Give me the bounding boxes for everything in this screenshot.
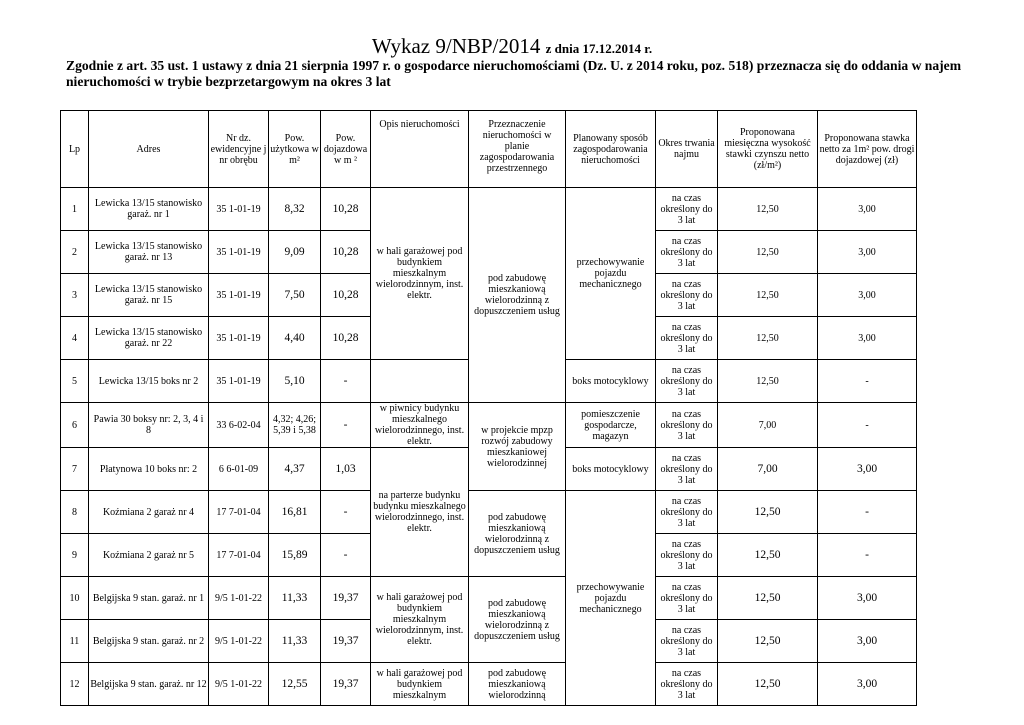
- table-row: [61, 663, 917, 706]
- cell-przeznaczenie: pod zabudowę mieszkaniową wielorodzinną z dopuszczeniem usług: [469, 188, 566, 403]
- cell-okres: na czas określony do 3 lat: [656, 663, 718, 706]
- cell-przeznaczenie: pod zabudowę mieszkaniową wielorodzinną: [469, 663, 566, 706]
- cell-pow-uz: 5,10: [269, 360, 321, 403]
- cell-adres: Lewicka 13/15 stanowisko garaż. nr 22: [89, 317, 209, 360]
- cell-pow-uz: 7,50: [269, 274, 321, 317]
- cell-stawka-doj: 3,00: [818, 620, 917, 663]
- cell-lp: 11: [61, 620, 89, 663]
- cell-pow-doj: -: [321, 491, 371, 534]
- cell-pow-doj: 1,03: [321, 448, 371, 491]
- cell-adres: Lewicka 13/15 stanowisko garaż. nr 1: [89, 188, 209, 231]
- cell-adres: Płatynowa 10 boks nr: 2: [89, 448, 209, 491]
- cell-stawka: 12,50: [718, 317, 818, 360]
- cell-okres: na czas określony do 3 lat: [656, 274, 718, 317]
- intro-text: Zgodnie z art. 35 ust. 1 ustawy z dnia 21 sierpnia 1997 r. o gospodarce nieruchomościami (Dz. U. z 2014 roku, poz. 518) przeznacza się do oddania w najem nieruchomości w trybie bezprzetargowym na okres 3 lat: [66, 58, 962, 89]
- cell-adres: Belgijska 9 stan. garaż. nr 1: [89, 577, 209, 620]
- cell-okres: na czas określony do 3 lat: [656, 620, 718, 663]
- table-header-row: [61, 111, 917, 188]
- cell-planowany: przechowywanie pojazdu mechanicznego: [566, 188, 656, 360]
- cell-okres: na czas określony do 3 lat: [656, 403, 718, 448]
- cell-nr: 35 1-01-19: [209, 360, 269, 403]
- cell-planowany: boks motocyklowy: [566, 360, 656, 403]
- cell-adres: Pawia 30 boksy nr: 2, 3, 4 i 8: [89, 403, 209, 448]
- cell-lp: 7: [61, 448, 89, 491]
- cell-stawka: 12,50: [718, 360, 818, 403]
- cell-adres: Belgijska 9 stan. garaż. nr 2: [89, 620, 209, 663]
- table-row: [61, 577, 917, 620]
- cell-stawka-doj: -: [818, 534, 917, 577]
- title-date: z dnia 17.12.2014 r.: [545, 41, 653, 56]
- cell-przeznaczenie: pod zabudowę mieszkaniową wielorodzinną z dopuszczeniem usług: [469, 491, 566, 577]
- cell-okres: na czas określony do 3 lat: [656, 188, 718, 231]
- cell-nr: 33 6-02-04: [209, 403, 269, 448]
- cell-pow-doj: 10,28: [321, 231, 371, 274]
- cell-pow-uz: 4,40: [269, 317, 321, 360]
- cell-pow-doj: 19,37: [321, 577, 371, 620]
- cell-stawka: 12,50: [718, 274, 818, 317]
- cell-stawka: 12,50: [718, 188, 818, 231]
- title-main: Wykaz 9/NBP/2014: [371, 34, 541, 58]
- cell-pow-doj: 19,37: [321, 663, 371, 706]
- cell-pow-uz: 8,32: [269, 188, 321, 231]
- cell-pow-doj: -: [321, 403, 371, 448]
- cell-planowany: przechowywanie pojazdu mechanicznego: [566, 491, 656, 706]
- cell-opis: w piwnicy budynku mieszkalnego wielorodzinnego, inst. elektr.: [371, 403, 469, 448]
- cell-opis: w hali garażowej pod budynkiem mieszkalnym: [371, 663, 469, 706]
- header-stawka: Proponowana miesięczna wysokość stawki czynszu netto (zł/m²): [718, 111, 818, 188]
- cell-okres: na czas określony do 3 lat: [656, 231, 718, 274]
- cell-pow-doj: 19,37: [321, 620, 371, 663]
- header-lp: Lp: [61, 111, 89, 188]
- cell-okres: na czas określony do 3 lat: [656, 491, 718, 534]
- cell-stawka: 12,50: [718, 231, 818, 274]
- cell-lp: 12: [61, 663, 89, 706]
- cell-przeznaczenie: w projekcie mpzp rozwój zabudowy mieszkaniowej wielorodzinnej: [469, 403, 566, 491]
- cell-stawka-doj: 3,00: [818, 231, 917, 274]
- cell-stawka-doj: 3,00: [818, 663, 917, 706]
- cell-planowany: pomieszczenie gospodarcze, magazyn: [566, 403, 656, 448]
- cell-lp: 10: [61, 577, 89, 620]
- table-row: [61, 403, 917, 448]
- property-table: [60, 110, 917, 706]
- cell-pow-uz: 15,89: [269, 534, 321, 577]
- cell-pow-doj: 10,28: [321, 188, 371, 231]
- cell-pow-uz: 9,09: [269, 231, 321, 274]
- cell-adres: Belgijska 9 stan. garaż. nr 12: [89, 663, 209, 706]
- cell-stawka: 7,00: [718, 448, 818, 491]
- cell-stawka-doj: 3,00: [818, 577, 917, 620]
- cell-stawka: 12,50: [718, 577, 818, 620]
- cell-lp: 2: [61, 231, 89, 274]
- header-opis: Opis nieruchomości: [371, 111, 469, 188]
- cell-lp: 6: [61, 403, 89, 448]
- cell-nr: 17 7-01-04: [209, 491, 269, 534]
- cell-stawka-doj: -: [818, 403, 917, 448]
- cell-lp: 8: [61, 491, 89, 534]
- cell-stawka: 7,00: [718, 403, 818, 448]
- cell-nr: 35 1-01-19: [209, 317, 269, 360]
- cell-stawka: 12,50: [718, 534, 818, 577]
- cell-pow-doj: -: [321, 360, 371, 403]
- cell-pow-uz: 4,37: [269, 448, 321, 491]
- cell-opis: na parterze budynku budynku mieszkalnego wielorodzinnego, inst. elektr.: [371, 448, 469, 577]
- header-adres: Adres: [89, 111, 209, 188]
- cell-stawka: 12,50: [718, 663, 818, 706]
- cell-nr: 35 1-01-19: [209, 274, 269, 317]
- cell-pow-doj: 10,28: [321, 317, 371, 360]
- cell-stawka-doj: 3,00: [818, 188, 917, 231]
- cell-adres: Lewicka 13/15 stanowisko garaż. nr 15: [89, 274, 209, 317]
- cell-opis: w hali garażowej pod budynkiem mieszkalnym wielorodzinnym, inst. elektr.: [371, 188, 469, 360]
- cell-pow-uz: 12,55: [269, 663, 321, 706]
- header-pow-uz: Pow. użytkowa w m²: [269, 111, 321, 188]
- header-okres: Okres trwania najmu: [656, 111, 718, 188]
- cell-stawka: 12,50: [718, 620, 818, 663]
- cell-stawka-doj: -: [818, 491, 917, 534]
- cell-stawka-doj: 3,00: [818, 317, 917, 360]
- cell-adres: Koźmiana 2 garaż nr 4: [89, 491, 209, 534]
- cell-lp: 5: [61, 360, 89, 403]
- cell-lp: 9: [61, 534, 89, 577]
- header-nr-dz: Nr dz. ewidencyjne j nr obrębu: [209, 111, 269, 188]
- cell-opis-empty: [371, 360, 469, 403]
- cell-okres: na czas określony do 3 lat: [656, 360, 718, 403]
- cell-pow-doj: 10,28: [321, 274, 371, 317]
- cell-nr: 9/5 1-01-22: [209, 577, 269, 620]
- cell-nr: 35 1-01-19: [209, 188, 269, 231]
- header-przeznaczenie: Przeznaczenie nieruchomości w planie zagospodarowania przestrzennego: [469, 111, 566, 188]
- header-stawka-doj: Proponowana stawka netto za 1m² pow. drogi dojazdowej (zł): [818, 111, 917, 188]
- cell-nr: 9/5 1-01-22: [209, 620, 269, 663]
- cell-lp: 3: [61, 274, 89, 317]
- cell-adres: Koźmiana 2 garaż nr 5: [89, 534, 209, 577]
- cell-lp: 4: [61, 317, 89, 360]
- cell-opis: w hali garażowej pod budynkiem mieszkalnym wielorodzinnym, inst. elektr.: [371, 577, 469, 663]
- document-title: [0, 34, 1024, 59]
- cell-nr: 6 6-01-09: [209, 448, 269, 491]
- cell-pow-uz: 11,33: [269, 620, 321, 663]
- cell-planowany: boks motocyklowy: [566, 448, 656, 491]
- cell-pow-uz: 11,33: [269, 577, 321, 620]
- cell-pow-uz: 16,81: [269, 491, 321, 534]
- cell-nr: 35 1-01-19: [209, 231, 269, 274]
- cell-stawka-doj: -: [818, 360, 917, 403]
- cell-stawka-doj: 3,00: [818, 274, 917, 317]
- cell-okres: na czas określony do 3 lat: [656, 577, 718, 620]
- header-pow-doj: Pow. dojazdowa w m ²: [321, 111, 371, 188]
- header-planowany: Planowany sposób zagospodarowania nieruchomości: [566, 111, 656, 188]
- cell-pow-doj: -: [321, 534, 371, 577]
- table-row: [61, 188, 917, 231]
- cell-stawka: 12,50: [718, 491, 818, 534]
- cell-nr: 17 7-01-04: [209, 534, 269, 577]
- cell-okres: na czas określony do 3 lat: [656, 317, 718, 360]
- cell-adres: Lewicka 13/15 boks nr 2: [89, 360, 209, 403]
- cell-lp: 1: [61, 188, 89, 231]
- cell-okres: na czas określony do 3 lat: [656, 448, 718, 491]
- cell-okres: na czas określony do 3 lat: [656, 534, 718, 577]
- cell-stawka-doj: 3,00: [818, 448, 917, 491]
- cell-adres: Lewicka 13/15 stanowisko garaż. nr 13: [89, 231, 209, 274]
- table-row: [61, 491, 917, 534]
- cell-nr: 9/5 1-01-22: [209, 663, 269, 706]
- cell-przeznaczenie: pod zabudowę mieszkaniową wielorodzinną z dopuszczeniem usług: [469, 577, 566, 663]
- cell-pow-uz: 4,32; 4,26; 5,39 i 5,38: [269, 403, 321, 448]
